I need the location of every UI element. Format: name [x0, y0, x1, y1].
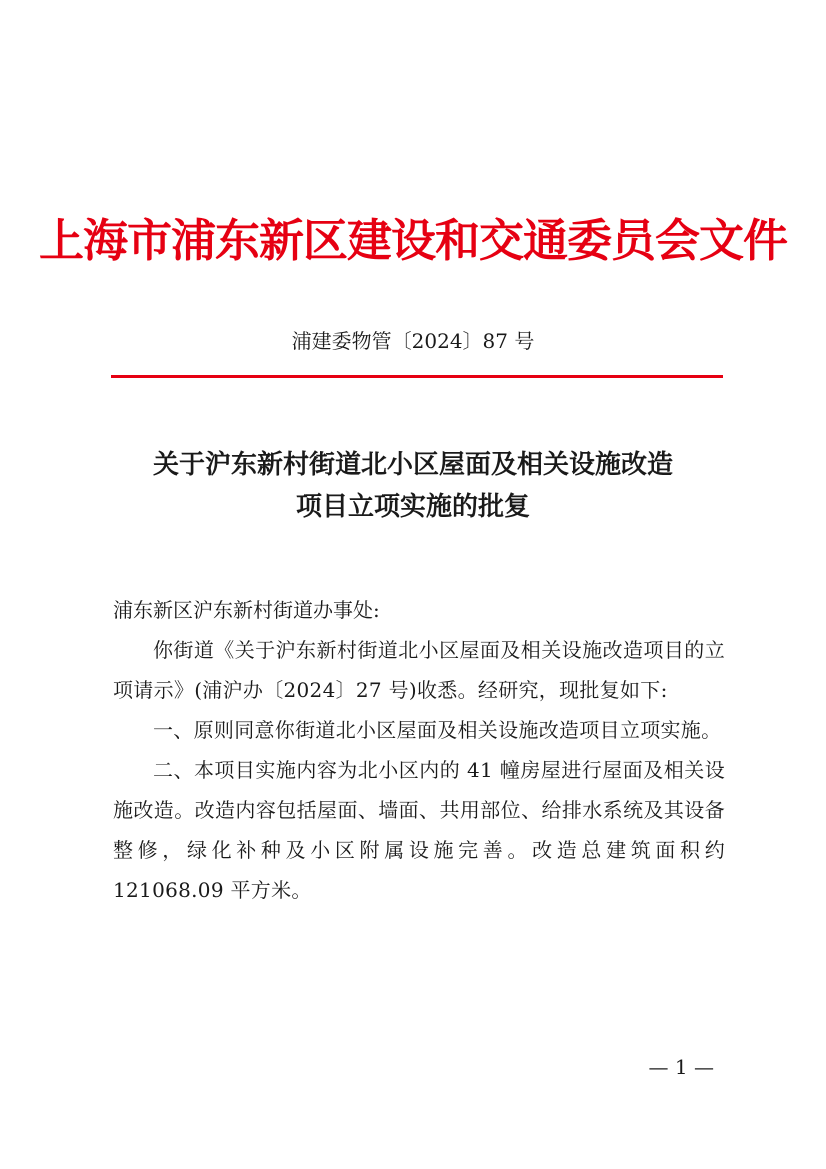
document-title-line-1: 关于沪东新村街道北小区屋面及相关设施改造: [152, 450, 673, 480]
document-body: [113, 590, 725, 910]
page-number: — 1 —: [648, 1055, 714, 1079]
red-divider-line: [111, 375, 723, 378]
issuer-header-title: 上海市浦东新区建设和交通委员会文件: [38, 214, 787, 267]
document-title: [80, 444, 746, 528]
document-title-line-2: 项目立项实施的批复: [295, 492, 530, 522]
body-paragraph-1: 你街道《关于沪东新村街道北小区屋面及相关设施改造项目的立项请示》(浦沪办〔2024〕27 号)收悉。经研究，现批复如下:: [113, 638, 725, 702]
document-number: 浦建委物管〔2024〕87 号: [291, 329, 535, 353]
body-paragraph-2: 一、原则同意你街道北小区屋面及相关设施改造项目立项实施。: [153, 718, 722, 742]
salutation: 浦东新区沪东新村街道办事处:: [113, 598, 380, 622]
body-paragraph-3: 二、本项目实施内容为北小区内的 41 幢房屋进行屋面及相关设施改造。改造内容包括屋面、墙面、共用部位、给排水系统及其设备整修，绿化补种及小区附属设施完善。改造总建筑面积约 121068.09 平方米。: [113, 758, 725, 902]
